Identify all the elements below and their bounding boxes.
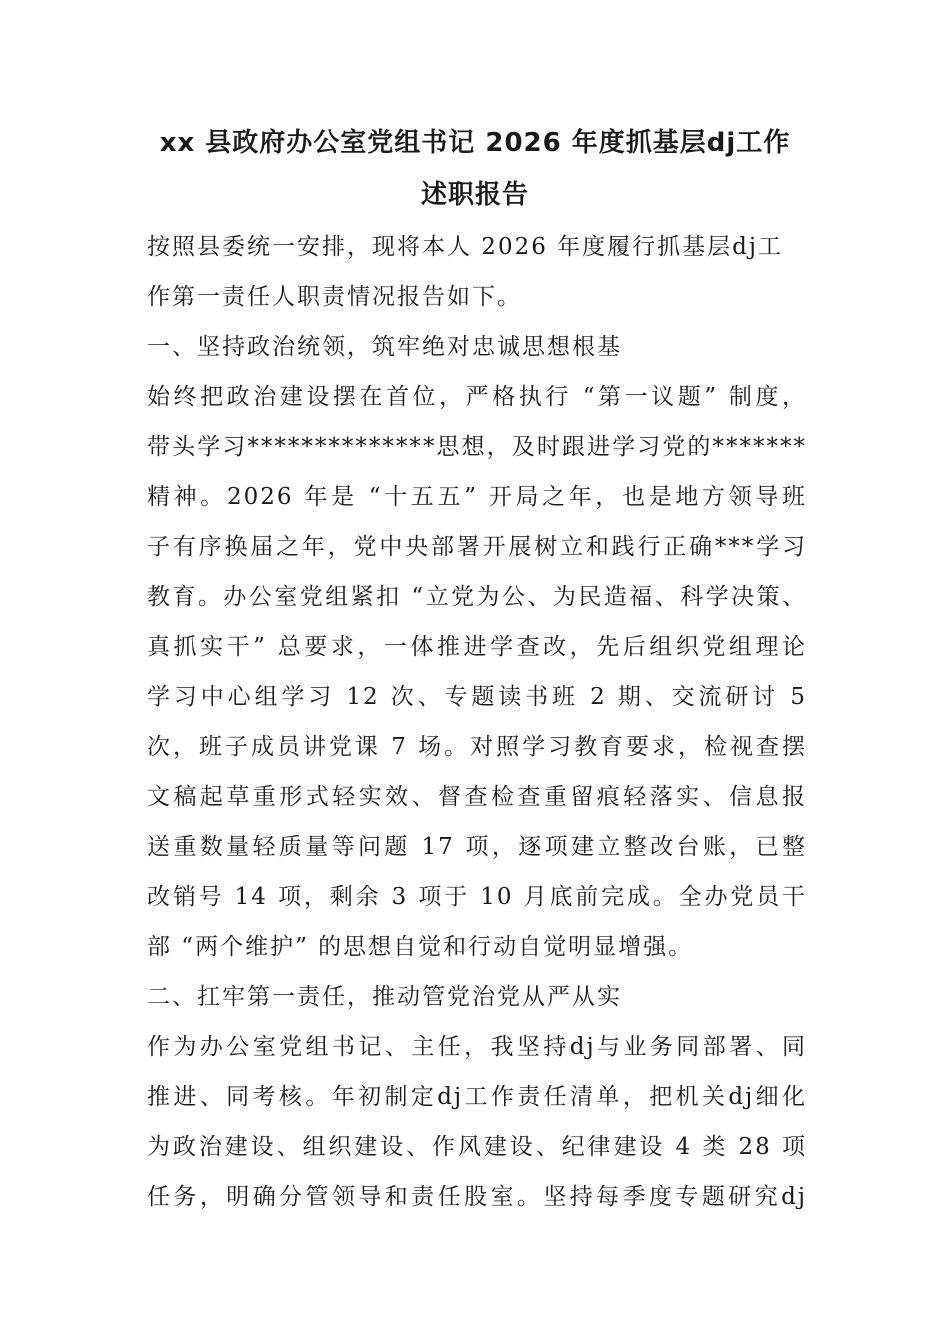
body-line: 任务，明确分管领导和责任股室。坚持每季度专题研究dj [147, 1184, 807, 1210]
section-heading-1: 一、坚持政治统领，筑牢绝对忠诚思想根基 [147, 334, 622, 360]
body-line: 学习中心组学习 12 次、专题读书班 2 期、交流研讨 5 [147, 684, 807, 710]
body-line: 作第一责任人职责情况报告如下。 [147, 284, 522, 310]
body-line: 始终把政治建设摆在首位，严格执行 “第一议题” 制度， [147, 384, 807, 410]
body-line: 带头学习**************思想，及时跟进学习党的******* [147, 434, 807, 460]
document-title-line-2: 述职报告 [420, 180, 529, 210]
body-line: 真抓实干” 总要求，一体推进学查改，先后组织党组理论 [147, 634, 807, 660]
body-line: 作为办公室党组书记、主任，我坚持dj与业务同部署、同 [147, 1034, 807, 1060]
body-line: 精神。2026 年是 “十五五” 开局之年，也是地方领导班 [147, 484, 807, 510]
body-line: 文稿起草重形式轻实效、督查检查重留痕轻落实、信息报 [147, 784, 807, 810]
document-title-line-1: xx 县政府办公室党组书记 2026 年度抓基层dj工作 [159, 128, 791, 158]
body-line: 推进、同考核。年初制定dj工作责任清单，把机关dj细化 [147, 1084, 807, 1110]
body-line: 子有序换届之年，党中央部署开展树立和践行正确***学习 [147, 534, 807, 560]
body-line: 部 “两个维护” 的思想自觉和行动自觉明显增强。 [147, 934, 694, 960]
body-line: 改销号 14 项，剩余 3 项于 10 月底前完成。全办党员干 [147, 884, 807, 910]
body-line: 次，班子成员讲党课 7 场。对照学习教育要求，检视查摆 [147, 734, 807, 760]
body-line: 为政治建设、组织建设、作风建设、纪律建设 4 类 28 项 [147, 1134, 807, 1160]
body-line: 教育。办公室党组紧扣 “立党为公、为民造福、科学决策、 [147, 584, 807, 610]
section-heading-2: 二、扛牢第一责任，推动管党治党从严从实 [147, 984, 622, 1010]
body-line: 送重数量轻质量等问题 17 项，逐项建立整改台账，已整 [147, 834, 807, 860]
body-line: 按照县委统一安排，现将本人 2026 年度履行抓基层dj工 [147, 234, 784, 260]
